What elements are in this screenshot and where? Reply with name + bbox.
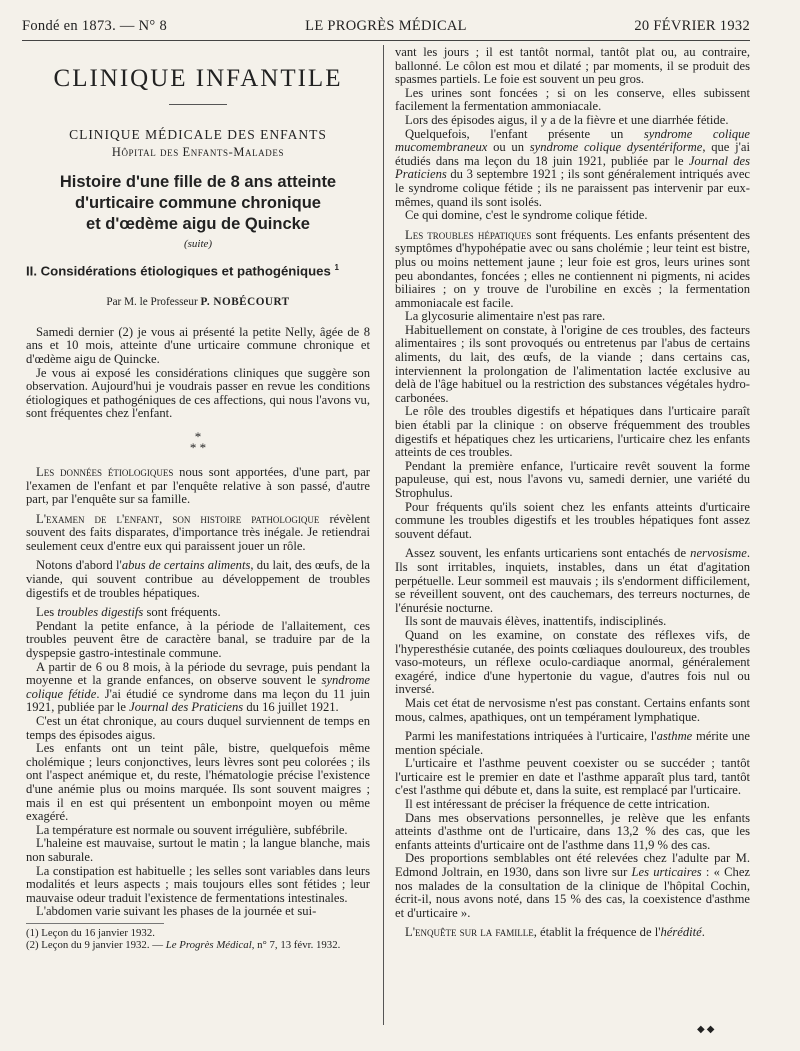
paragraph: Il est intéressant de préciser la fréquence de cette intrication. bbox=[405, 797, 710, 812]
paragraph: Pendant la petite enfance, à la période de l'allaitement, ces troubles peuvent être de caractère banal, se traduire par de la dyspepsie gastro-intestinale commune. bbox=[26, 618, 370, 661]
footnote bbox=[26, 939, 370, 951]
paragraph: Dans mes observations personnelles, je relève que les enfants atteints d'asthme ont de l'urticaire, dans 13,2 % des cas, que les enfants atteints d'urticaire ont de l'asthme dans 11,9 % des cas. bbox=[395, 810, 750, 852]
emphasis: hérédité bbox=[660, 925, 702, 940]
continuation-mark: ◆◆ bbox=[697, 1024, 717, 1035]
paragraph bbox=[26, 606, 370, 620]
run-in-heading: L'enquête sur la famille bbox=[405, 925, 534, 940]
emphasis: troubles digestifs bbox=[57, 605, 144, 620]
footnote-ref: 1 bbox=[334, 263, 339, 273]
paragraph: Habituellement on constate, à l'origine de ces troubles, des facteurs alimentaires ; ils sont provoqués ou entretenus par l'abus de certains aliments, du lait, des œufs, de la viande ; dans certains cas, interviennent la prolongation de l'alimentation lactée exclusive au delà de l'âge habituel ou la restriction des substances végétales hydro-carbonées. bbox=[395, 322, 750, 405]
paragraph bbox=[395, 547, 750, 615]
running-header bbox=[22, 14, 750, 36]
journal-name: LE PROGRÈS MÉDICAL bbox=[305, 18, 467, 34]
right-column bbox=[395, 46, 750, 940]
founded-note: Fondé en 1873. — N° 8 bbox=[22, 18, 168, 34]
asterism-bottom: * * bbox=[189, 439, 207, 455]
paragraph bbox=[26, 559, 370, 600]
paragraph bbox=[395, 128, 750, 210]
footnote-journal: Le Progrès Médical bbox=[165, 938, 252, 951]
paragraph: La température est normale ou souvent irrégulière, subfébrile. bbox=[36, 822, 348, 837]
paragraph bbox=[395, 926, 750, 940]
paragraph: L'haleine est mauvaise, surtout le matin ; la langue blanche, mais non saburale. bbox=[26, 836, 370, 864]
run-in-heading: L'examen de l'enfant, son histoire pathologique bbox=[36, 511, 320, 526]
paragraph bbox=[26, 661, 370, 715]
paragraph-text: Notons d'abord l' bbox=[36, 558, 122, 573]
article-title bbox=[26, 172, 370, 235]
paragraph-text: . Ils sont irritables, inquiets, instables, dans un état d'agitation perpétuelle. Leur sommeil est mauvais ; ils s'endorment difficilement, se réveillent souvent, ont des cauchemars, des terreurs nocturnes, de l'énurésie nocturne. bbox=[395, 546, 750, 615]
paragraph-text: sont fréquents. Les enfants présentent des symptômes d'hypohépatie avec ou sans cholémie ; leur teint est bistre, plus ou moins nettement jaune ; leur foie est gros, leurs urines sont peu abondantes, foncées ; elles ne contiennent ni pigments, ni acides biliaires ; on y trouve de l'urobiline en excès ; la fermentation ammoniacale est facile. bbox=[395, 227, 751, 310]
paragraph bbox=[26, 513, 370, 554]
run-in-heading: Les troubles hépatiques bbox=[405, 227, 532, 242]
asterism-divider bbox=[26, 428, 370, 455]
paragraph bbox=[395, 229, 750, 311]
paragraph-text: : « Chez nos malades de la consultation de la clinique de l'hôpital Cochin, écrit-il, nous avons noté, dans 15 % des cas, la coexistence d'asthme et d'urticaire ». bbox=[395, 865, 751, 920]
emphasis: Journal des Praticiens bbox=[129, 700, 244, 715]
clinic-name: CLINIQUE MÉDICALE DES ENFANTS bbox=[69, 127, 327, 142]
author-name: P. NOBÉCOURT bbox=[200, 296, 290, 309]
paragraph: Lors des épisodes aigus, il y a de la fièvre et une diarrhée fétide. bbox=[405, 112, 729, 127]
emphasis: syndrome colique dysentériforme bbox=[529, 140, 703, 155]
paragraph-text: , du lait, des œufs, de la viande, qui souvent contribue au développement de troubles digestifs et de troubles hépatiques. bbox=[26, 558, 370, 600]
paragraph: Mais cet état de nervosisme n'est pas constant. Certains enfants sont mous, calmes, apathiques, ont un tempérament lymphatique. bbox=[395, 695, 750, 724]
paragraph-text: révèlent souvent des faits disparates, d'importance très inégale. Je retiendrai seulement ceux d'entre eux qui paraissent jouer un rôle. bbox=[26, 511, 370, 553]
title-rule bbox=[169, 104, 227, 105]
paragraph-text: Assez souvent, les enfants urticariens sont entachés de bbox=[405, 546, 691, 561]
hospital-name: Hôpital des Enfants-Malades bbox=[111, 145, 285, 159]
paragraph-text: sont fréquents. bbox=[143, 605, 221, 620]
paragraph: Quand on les examine, on constate des réflexes vifs, de l'hyperesthésie cutanée, des points cœliaques douloureux, des troubles vaso-moteurs, un réflexe oculo-cardiaque anormal, généralement exagéré, indice d'une hypertonie du vague, d'autres fois nul ou inversé. bbox=[395, 627, 750, 697]
article-title-line: Histoire d'une fille de 8 ans atteinte bbox=[59, 172, 337, 191]
byline bbox=[26, 296, 370, 310]
paragraph-text: . J'ai étudié ce syndrome dans ma leçon du 11 juin 1921, publiée par le bbox=[26, 686, 370, 715]
emphasis: nervosisme bbox=[690, 546, 747, 561]
paragraph-text: du 3 septembre 1921 ; ils sont généralement intriqués avec le syndrome colique fétide ; ils ne paraissent pas intervenir par eux-mêmes, quand ils sont isolés. bbox=[395, 167, 750, 209]
paragraph: Samedi dernier (2) je vous ai présenté la petite Nelly, âgée de 8 ans et 10 mois, atteinte d'une urticaire commune chronique et d'œdème aigu de Quincke. bbox=[26, 324, 370, 366]
paragraph: L'abdomen varie suivant les phases de la journée et sui- bbox=[36, 904, 317, 919]
paragraph-text: nous sont apportées, d'une part, par l'examen de l'enfant et par l'enquête relative à son passé, d'autre part, par l'enquête sur sa famille. bbox=[26, 464, 370, 507]
emphasis: syndrome colique mucomembraneux bbox=[395, 126, 750, 155]
paragraph: Pendant la première enfance, l'urticaire revêt souvent la forme papuleuse, qui est, nous l'avons vu, samedi dernier, une variété du Strophulus. bbox=[395, 458, 750, 500]
paragraph-text: du 16 juillet 1921. bbox=[243, 700, 339, 715]
issue-date: 20 FÉVRIER 1932 bbox=[634, 18, 750, 34]
paragraph-text: mérite une mention spéciale. bbox=[395, 729, 751, 757]
left-column bbox=[26, 46, 370, 951]
emphasis: Les urticaires bbox=[631, 865, 702, 880]
section-title: CLINIQUE INFANTILE bbox=[53, 65, 343, 92]
paragraph-text: A partir de 6 ou 8 mois, à la période du sevrage, puis pendant la moyenne et la grande enfances, on observe souvent le bbox=[26, 659, 370, 688]
article-title-line: et d'œdème aigu de Quincke bbox=[86, 214, 310, 233]
paragraph: Les urines sont foncées ; si on les conserve, elles subissent facilement la fermentation ammoniacale. bbox=[395, 85, 750, 114]
header-rule bbox=[22, 40, 750, 41]
paragraph: La glycosurie alimentaire n'est pas rare. bbox=[405, 309, 606, 324]
paragraph: L'urticaire et l'asthme peuvent coexister ou se succéder ; tantôt l'urticaire est le premier en date et l'asthme apparaît plus tard, tantôt c'est l'asthme qui débute et, dans la suite, est remplacé par l'urticaire. bbox=[395, 756, 750, 798]
article-title-line: d'urticaire commune chronique bbox=[75, 193, 321, 212]
paragraph: vant les jours ; il est tantôt normal, tantôt plat ou, au contraire, ballonné. Le côlon est mou et dilaté ; par moments, il se produit des spasmes partiels. Le foie est souvent un peu gros. bbox=[395, 45, 750, 87]
emphasis: abus de certains aliments bbox=[121, 558, 251, 573]
paragraph-text: . bbox=[701, 925, 705, 940]
run-in-heading: Les données étiologiques bbox=[36, 464, 174, 479]
emphasis: Journal des Praticiens bbox=[395, 153, 750, 182]
subheading bbox=[26, 261, 370, 278]
footnote-text: (2) Leçon du 9 janvier 1932. — bbox=[26, 938, 166, 951]
footnote-text: , n° 7, 13 févr. 1932. bbox=[251, 938, 341, 951]
paragraph-text: Des proportions semblables ont été relevées chez l'adulte par M. Edmond Joltrain, en 1930, dans son livre sur bbox=[395, 851, 750, 880]
footnote: (1) Leçon du 16 janvier 1932. bbox=[26, 926, 155, 939]
byline-prefix: Par M. le Professeur bbox=[106, 296, 198, 309]
paragraph: Ce qui domine, c'est le syndrome colique fétide. bbox=[405, 208, 648, 223]
paragraph: Les enfants ont un teint pâle, bistre, quelquefois même cholémique ; leurs conjonctives, leurs lèvres sont peu colorées ; ils ont l'aspect anémique et, du reste, l'hématologie précise l'existence d'une anémie plus ou moins marquée. Ils sont souvent maigres ; mais il en est qui présentent un embonpoint moyen ou même exagéré. bbox=[26, 741, 370, 824]
paragraph-text: Parmi les manifestations intriquées à l'urticaire, l' bbox=[405, 729, 657, 744]
paragraph-text: ou un bbox=[487, 140, 530, 155]
paragraph: Je vous ai exposé les considérations cliniques que suggère son observation. Aujourd'hui je voudrais passer en revue les conditions étiologiques et pathogéniques de ces affections, qui nous l'avons vu, sont fréquentes chez l'enfant. bbox=[26, 365, 370, 421]
paragraph: Le rôle des troubles digestifs et hépatiques dans l'urticaire paraît bien établi par la clinique : on observe fréquemment des troubles digestifs et hépatiques chez les urticariens, l'urticaire chez les enfants atteints de ces troubles. bbox=[395, 404, 750, 460]
paragraph: Ils sont de mauvais élèves, inattentifs, indisciplinés. bbox=[405, 614, 667, 629]
paragraph-text: Les bbox=[36, 605, 58, 620]
emphasis: syndrome colique fétide bbox=[26, 673, 370, 701]
paragraph: C'est un état chronique, au cours duquel surviennent de temps en temps des épisodes aigus. bbox=[26, 714, 370, 742]
paragraph-text: Quelquefois, l'enfant présente un bbox=[405, 126, 644, 141]
paragraph-text: , que j'ai étudiés dans ma leçon du 18 juin 1921, publiée par le bbox=[395, 140, 750, 168]
asterism-top: * bbox=[194, 428, 202, 444]
column-rule bbox=[383, 45, 384, 1025]
suite-note: (suite) bbox=[183, 237, 213, 250]
emphasis: asthme bbox=[656, 729, 693, 744]
paragraph bbox=[26, 466, 370, 507]
subheading-text: II. Considérations étiologiques et pathogéniques bbox=[26, 263, 331, 279]
paragraph-text: , établit la fréquence de l' bbox=[533, 925, 661, 940]
paragraph bbox=[395, 852, 750, 920]
paragraph: Pour fréquents qu'ils soient chez les enfants atteints d'urticaire commune les troubles digestifs et les troubles hépatiques font assez souvent défaut. bbox=[395, 499, 750, 541]
paragraph bbox=[395, 730, 750, 757]
paragraph: La constipation est habituelle ; les selles sont variables dans leurs modalités et leurs aspects ; mais toujours elles sont fétides ; leur mauvaise odeur traduit l'existence de fermentations intestinales. bbox=[26, 863, 370, 905]
